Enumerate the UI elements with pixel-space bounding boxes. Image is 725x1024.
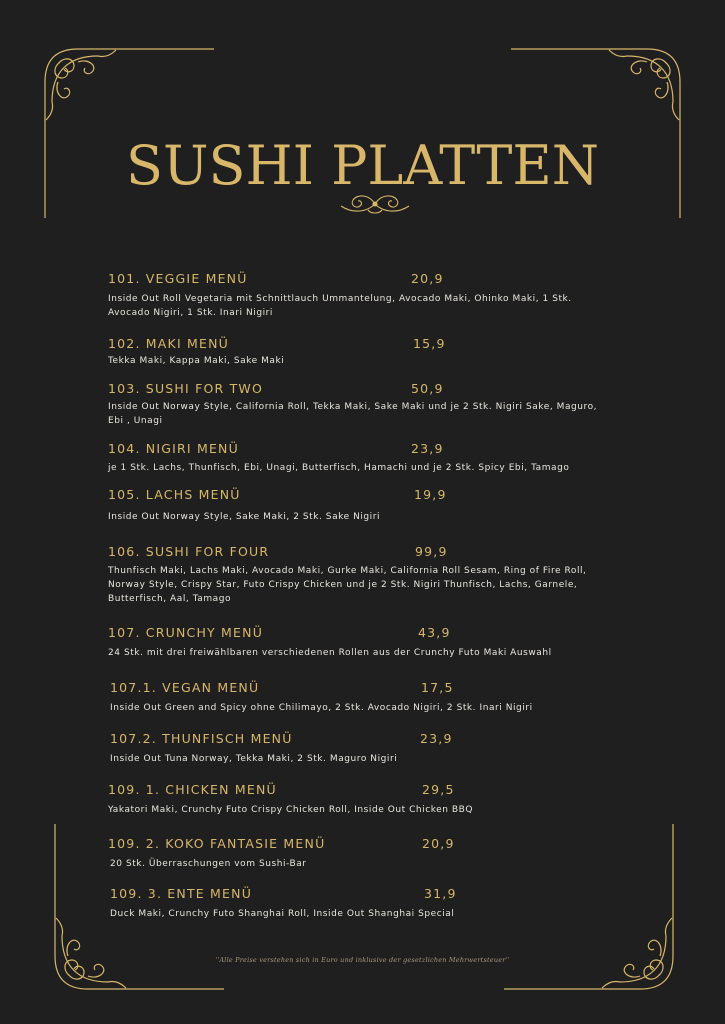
menu-item-name: 103. SUSHI FOR TWO [108, 381, 264, 396]
menu-item-name: 107.1. VEGAN MENÜ [110, 680, 260, 695]
menu-item-name: 109. 1. CHICKEN MENÜ [108, 782, 277, 797]
menu-item-name: 105. LACHS MENÜ [108, 487, 241, 502]
menu-item-price: 20,9 [422, 836, 455, 851]
menu-item-description: Yakatori Maki, Crunchy Futo Crispy Chicken Roll, Inside Out Chicken BBQ [108, 805, 474, 815]
page-title: SUSHI PLATTEN [125, 134, 600, 198]
menu-item-price: 29,5 [422, 782, 455, 797]
price-footnote: ''Alle Preise verstehen sich in Euro und inklusive der gesetzlichen Mehrwertsteuer'' [215, 956, 510, 964]
menu-item-description: Inside Out Green and Spicy ohne Chilimayo, 2 Stk. Avocado Nigiri, 2 Stk. Inari Nigiri [110, 703, 533, 713]
menu-item-price: 99,9 [415, 544, 448, 559]
menu-item-price: 23,9 [411, 441, 444, 456]
menu-item-name: 102. MAKI MENÜ [108, 336, 229, 351]
menu-item-description: Duck Maki, Crunchy Futo Shanghai Roll, Inside Out Shanghai Special [110, 909, 455, 919]
menu-item-description: 20 Stk. Überraschungen vom Sushi-Bar [110, 859, 307, 869]
menu-item-price: 20,9 [411, 271, 444, 286]
menu-item-name: 109. 3. ENTE MENÜ [110, 886, 253, 901]
menu-item-description: je 1 Stk. Lachs, Thunfisch, Ebi, Unagi, Butterfisch, Hamachi und je 2 Stk. Spicy Ebi, Tamago [108, 463, 570, 473]
menu-item-price: 23,9 [420, 731, 453, 746]
menu-item-price: 50,9 [411, 381, 444, 396]
menu-item-description: Inside Out Tuna Norway, Tekka Maki, 2 Stk. Maguro Nigiri [110, 754, 398, 764]
menu-item-name: 107.2. THUNFISCH MENÜ [110, 731, 293, 746]
menu-item-price: 15,9 [413, 336, 446, 351]
menu-item-price: 43,9 [418, 625, 451, 640]
menu-item-name: 107. CRUNCHY MENÜ [108, 625, 264, 640]
menu-item-price: 31,9 [424, 886, 457, 901]
menu-item-description: Inside Out Roll Vegetaria mit Schnittlauch Ummantelung, Avocado Maki, Ohinko Maki, 1 Stk. Avocado Nigiri, 1 Stk. Inari Nigiri [108, 294, 572, 318]
menu-item-price: 17,5 [421, 680, 454, 695]
menu-item-price: 19,9 [414, 487, 447, 502]
menu-item-name: 104. NIGIRI MENÜ [108, 441, 239, 456]
menu-item-description: Inside Out Norway Style, California Roll, Tekka Maki, Sake Maki und je 2 Stk. Nigiri Sake, Maguro, Ebi , Unagi [108, 402, 598, 426]
menu-item-description: 24 Stk. mit drei freiwählbaren verschiedenen Rollen aus der Crunchy Futo Maki Auswahl [108, 648, 552, 658]
menu-item-description: Thunfisch Maki, Lachs Maki, Avocado Maki, Gurke Maki, California Roll Sesam, Ring of Fire Roll, Norway Style, Crispy Star, Futo Crispy Chicken und je 2 Stk. Nigiri Thunfisch, Lachs, Garnele, Butterfisch, Aal, Tamago [108, 566, 587, 604]
menu-item-name: 101. VEGGIE MENÜ [108, 271, 248, 286]
menu-item-name: 109. 2. KOKO FANTASIE MENÜ [108, 836, 326, 851]
divider-flourish-icon [338, 188, 412, 220]
menu-item-description: Inside Out Norway Style, Sake Maki, 2 Stk. Sake Nigiri [108, 512, 381, 522]
menu-item-description: Tekka Maki, Kappa Maki, Sake Maki [108, 356, 285, 366]
menu-item-name: 106. SUSHI FOR FOUR [108, 544, 270, 559]
